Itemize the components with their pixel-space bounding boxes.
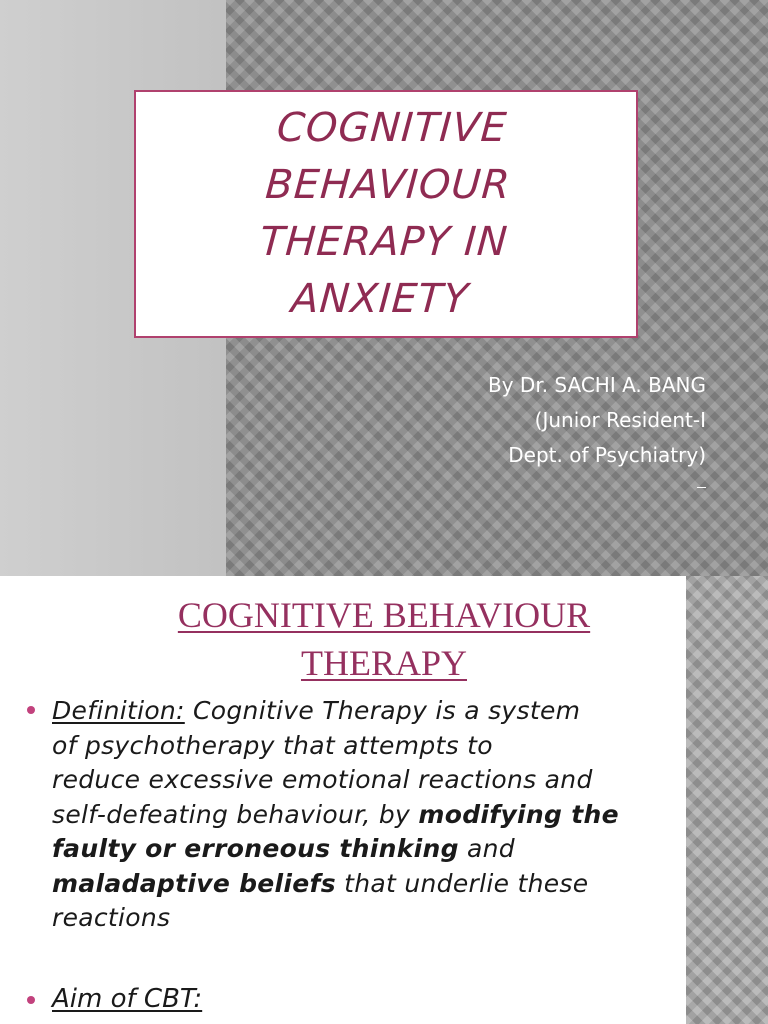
heading-line-1: COGNITIVE BEHAVIOUR [177,595,591,635]
definition-line-1: Definition: Cognitive Therapy is a system [52,696,581,725]
definition-line-3: reduce excessive emotional reactions and [52,765,593,794]
definition-line-6: maladaptive beliefs that underlie these [52,868,589,898]
definition-paragraph [52,694,702,936]
bullet-icon [22,698,44,720]
text-cursor-mark [697,487,706,488]
definition-line-5: faulty or erroneous thinking and [52,834,515,863]
bullet-icon [22,988,44,1010]
author-name: By Dr. SACHI A. BANG [488,373,706,397]
content-slide [0,576,768,1024]
title-box [134,90,638,338]
author-position: (Junior Resident-I [534,408,706,432]
author-block [488,368,706,473]
heading-line-2: THERAPY [300,643,467,683]
definition-line-2: of psychotherapy that attempts to [52,730,493,760]
definition-line-4: self-defeating behaviour, by modifying the [52,799,619,829]
definition-line-7: reactions [52,903,171,932]
author-department: Dept. of Psychiatry) [508,443,706,467]
slide-title: COGNITIVE BEHAVIOUR THERAPY IN ANXIETY [258,105,513,322]
aim-label: Aim of CBT: [52,984,203,1014]
